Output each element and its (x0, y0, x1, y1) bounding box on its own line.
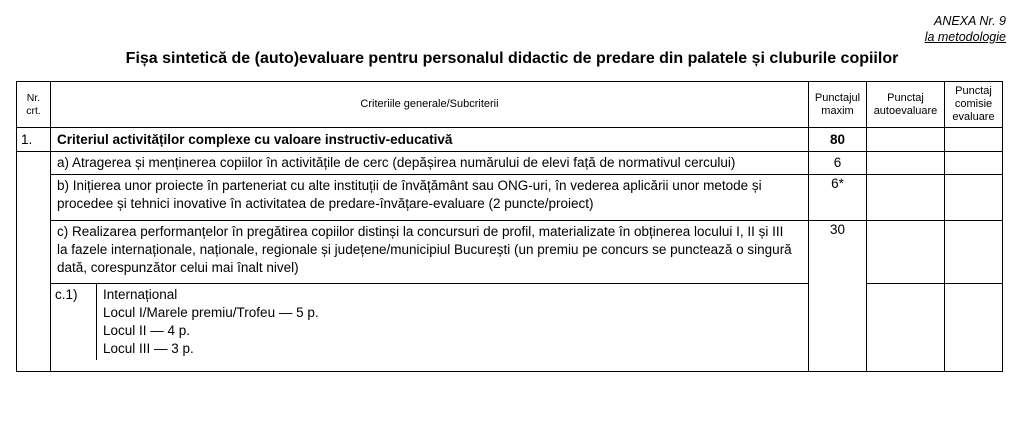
header-max-line2: maxim (821, 104, 854, 117)
self-evaluation-cell[interactable] (867, 152, 945, 175)
c1-international: Internațional (103, 287, 178, 302)
annex-reference (925, 13, 1006, 45)
header-auto-line1: Punctaj (887, 91, 924, 104)
subcriterion-c1-inner (51, 284, 808, 360)
c1-place-1: Locul I/Marele premiu/Trofeu — 5 p. (103, 305, 319, 320)
header-comm-line2: comisie (954, 98, 993, 110)
subcriterion-c-line3: dată, corespunzător celui mai înalt nivel) (57, 260, 299, 275)
row-number-empty (17, 152, 51, 372)
table-row (17, 175, 1003, 221)
page-title: Fișa sintetică de (auto)evaluare pentru personalul didactic de predare din palatele și cluburile copiilor (125, 50, 899, 67)
header-criteria: Criteriile generale/Subcriterii (51, 82, 809, 128)
subcriterion-c1-body (97, 284, 809, 360)
subcriterion-b-line1: b) Inițierea unor proiecte în parteneriat cu alte instituții de învățământ sau ONG-uri, în vederea aplicării unor metode și (57, 178, 762, 193)
subcriterion-a: a) Atragerea și menținerea copiilor în activitățile de cerc (depășirea numărului de elevi față de normativul cercului) (51, 152, 809, 175)
row-number: 1. (17, 128, 51, 152)
table-row (17, 152, 1003, 175)
header-comm-line1: Punctaj (955, 85, 992, 97)
header-nr-crt (17, 82, 51, 128)
self-evaluation-cell[interactable] (867, 221, 945, 284)
c1-place-3: Locul III — 3 p. (103, 341, 194, 356)
header-max-score (809, 82, 867, 128)
commission-score-cell[interactable] (945, 221, 1003, 284)
commission-score-cell[interactable] (945, 128, 1003, 152)
self-evaluation-cell[interactable] (867, 128, 945, 152)
self-evaluation-cell[interactable] (867, 175, 945, 221)
subcriterion-c-line2: la fazele internaționale, naționale, regionale și județene/municipiul București (un premiu pe concurs se punctează o singură (57, 242, 792, 257)
subcriterion-b (51, 175, 809, 221)
c1-place-2: Locul II — 4 p. (103, 323, 191, 338)
subcriterion-c1-label: c.1) (51, 284, 97, 360)
annex-number: ANEXA Nr. 9 (933, 14, 1006, 28)
header-crt-line: crt. (26, 104, 41, 117)
header-auto-line2: autoevaluare (873, 104, 938, 117)
subcriterion-c-max: 30 (809, 221, 867, 372)
header-max-line1: Punctajul (814, 91, 861, 104)
commission-score-cell[interactable] (945, 152, 1003, 175)
self-evaluation-cell[interactable] (867, 284, 945, 372)
header-nr-line: Nr. (26, 91, 41, 104)
criterion-title: Criteriul activităților complexe cu valoare instructiv-educativă (51, 128, 809, 152)
subcriterion-c (51, 221, 809, 284)
subcriterion-b-max: 6* (809, 175, 867, 221)
subcriterion-c-line1: c) Realizarea performanțelor în pregătirea copiilor distinși la concursuri de profil, materializate în obținerea locului I, II și III (57, 224, 784, 239)
table-header-row (17, 82, 1003, 128)
subcriterion-a-max: 6 (809, 152, 867, 175)
evaluation-table (16, 81, 1003, 372)
header-self-evaluation (867, 82, 945, 128)
annex-methodology-link: la metodologie (924, 30, 1006, 44)
commission-score-cell[interactable] (945, 175, 1003, 221)
table-row (17, 221, 1003, 284)
subcriterion-b-line2: procedee și tehnici inovative în activitatea de predare-învățare-evaluare (2 puncte/proiect) (57, 196, 594, 211)
criterion-max-score: 80 (809, 128, 867, 152)
commission-score-cell[interactable] (945, 284, 1003, 372)
subcriterion-c1 (51, 284, 809, 372)
table-row (17, 128, 1003, 152)
header-comm-line3: evaluare (952, 111, 995, 123)
header-commission-score (945, 82, 1003, 128)
